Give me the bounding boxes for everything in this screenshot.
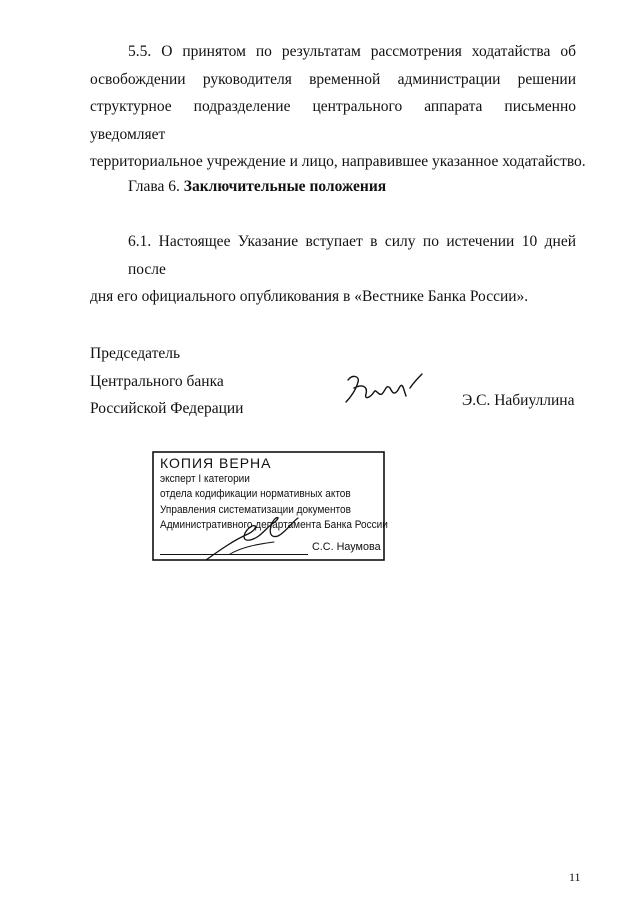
signatory-position xyxy=(90,340,243,423)
handwritten-signature xyxy=(340,368,430,408)
chapter-prefix: Глава 6. xyxy=(128,178,180,195)
page-number: 11 xyxy=(569,870,581,884)
stamp-signer: С.С. Наумова xyxy=(312,541,381,553)
position-line-2: Центрального банка xyxy=(90,372,224,390)
position-line-1: Председатель xyxy=(90,345,181,362)
position-line-3: Российской Федерации xyxy=(90,400,244,417)
stamp-handwritten-signature xyxy=(200,510,320,565)
paragraph-5-5-line-2: освобождении руководителя временной администрации решении xyxy=(90,70,576,88)
chapter-heading xyxy=(128,176,386,198)
paragraph-6-1 xyxy=(90,228,576,311)
paragraph-5-5 xyxy=(90,38,586,176)
stamp-title: КОПИЯ ВЕРНА xyxy=(160,455,272,471)
stamp-line-2: отдела кодификации нормативных актов xyxy=(160,488,351,501)
stamp-line-3: Управления систематизации документов xyxy=(160,503,351,516)
stamp-line-1: эксперт I категории xyxy=(160,473,250,485)
paragraph-5-5-line-3: структурное подразделение центрального аппарата письменно уведомляет xyxy=(90,98,576,143)
paragraph-5-5-line-1: 5.5. О принятом по результатам рассмотрения ходатайства об xyxy=(128,43,576,60)
chapter-title: Заключительные положения xyxy=(183,178,387,195)
paragraph-6-1-line-2: дня его официального опубликования в «Вестнике Банка России». xyxy=(90,288,529,305)
paragraph-6-1-line-1: 6.1. Настоящее Указание вступает в силу по истечении 10 дней после xyxy=(128,233,576,278)
stamp-line-4: Административного департамента Банка России xyxy=(160,518,388,531)
paragraph-5-5-line-4: территориальное учреждение и лицо, направившее указанное ходатайство. xyxy=(90,153,586,170)
signer-name: Э.С. Набиуллина xyxy=(462,392,575,409)
